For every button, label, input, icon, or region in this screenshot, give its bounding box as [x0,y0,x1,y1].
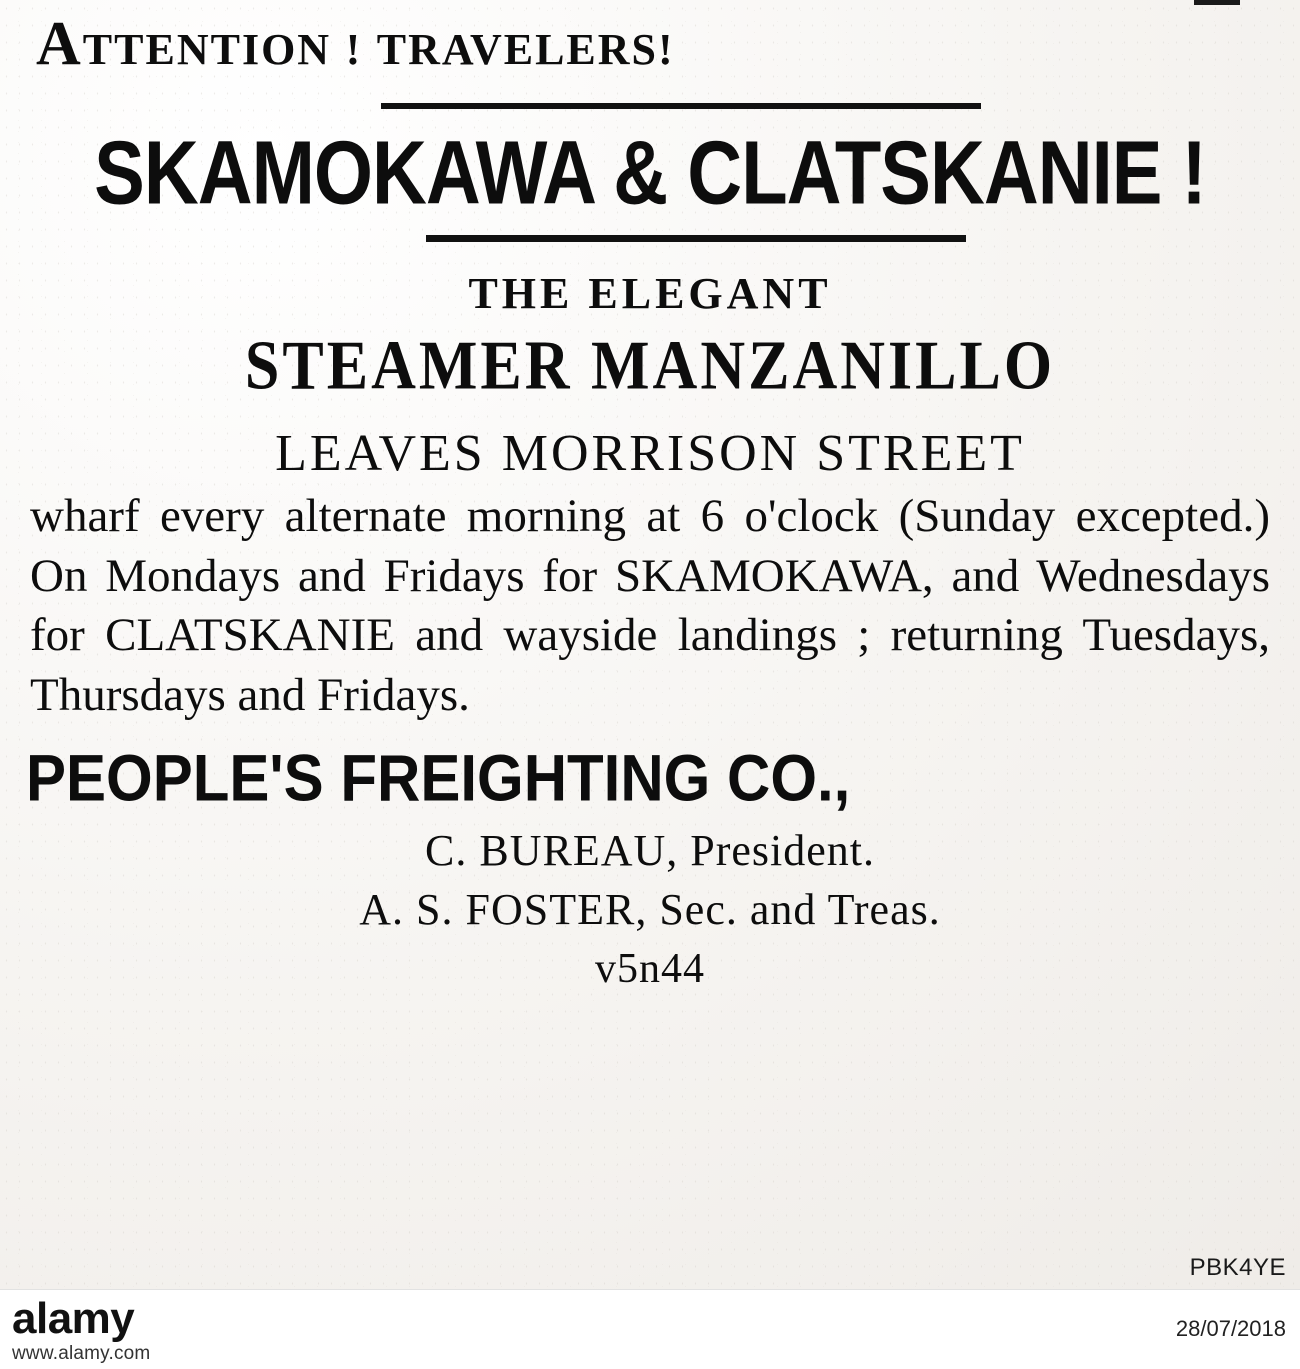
attention-second-word: TRAVELERS [376,25,659,74]
alamy-logo: alamy [12,1294,135,1343]
attention-initial-cap: A [36,10,83,78]
attention-bang-2: ! [658,25,675,74]
departure-headline: LEAVES MORRISON STREET [275,425,1025,483]
steamer-name-line: STEAMER MANZANILLO [244,328,1056,405]
capture-date: 28/07/2018 [1175,1316,1286,1341]
president-line: C. BUREAU, President. [425,825,875,875]
attention-bang-1: ! [345,25,363,74]
route-headline: SKAMOKAWA & CLATSKANIE ! [94,123,1206,224]
elegant-subhead: THE ELEGANT [468,269,832,319]
stock-photo-footer [0,1254,1300,1369]
column-rule-fragment [1194,0,1240,5]
attention-first-word: TTENTION [82,25,332,74]
company-name: PEOPLE'S FREIGHTING CO., [26,740,851,815]
alamy-url[interactable]: www.alamy.com [12,1343,151,1364]
divider-rule-top [381,103,981,109]
reference-code: v5n44 [595,945,705,992]
image-id-label: PBK4YE [1189,1254,1286,1281]
attention-line [36,12,1274,77]
schedule-body-text: wharf every alternate morning at 6 o'clock (Sunday excepted.) On Mondays and Fridays for SKAMOKAWA, and Wednesdays for CLATSKANIE and wayside landings ; returning Tuesdays, Thursdays and Fridays. [30,490,1270,722]
secretary-treasurer-line: A. S. FOSTER, Sec. and Treas. [359,884,941,934]
divider-rule-second [426,235,966,242]
